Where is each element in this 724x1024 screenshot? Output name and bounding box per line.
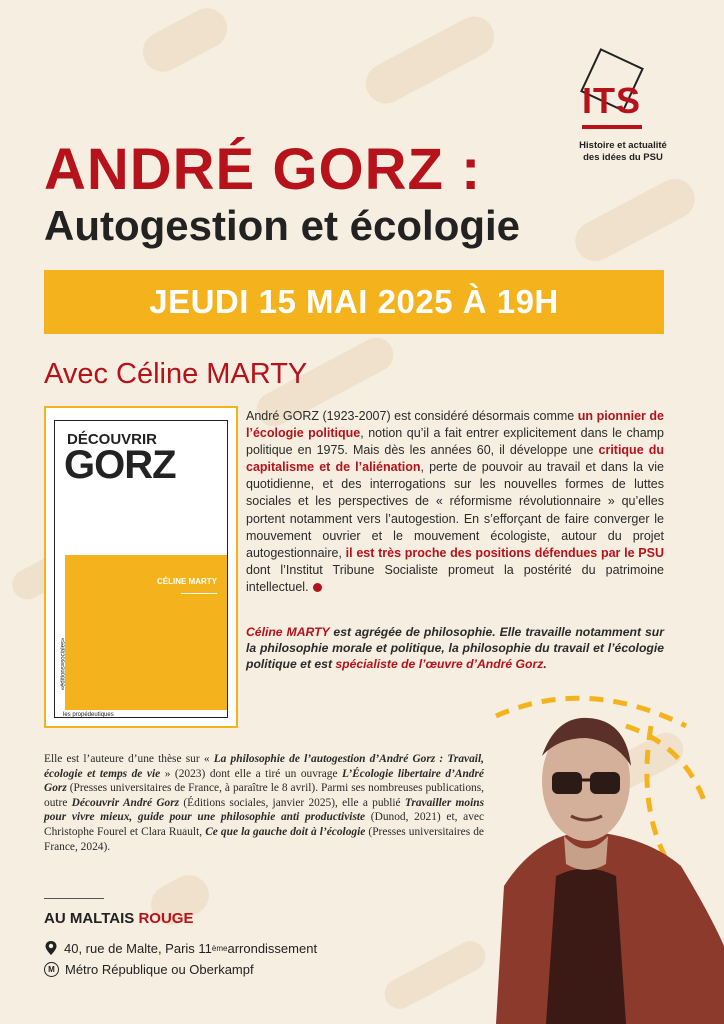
book-author: CÉLINE MARTY <box>157 577 217 586</box>
logo-text: ITS <box>582 80 642 121</box>
work-title: Découvrir André Gorz <box>71 796 180 809</box>
metro-icon: M <box>44 962 59 977</box>
description-text: dont l’Institut Tribune Socialiste promeut la postérité du patrimoine intellectuel. <box>246 562 664 594</box>
thesis-text: (Dunod, 2021) et, avec Christophe Fourel et Clara Ruault, <box>44 811 485 838</box>
book-cover-frame <box>44 406 238 728</box>
description-text: , notion qu’il a fait entrer explicitement dans le champ politique en 1975. Mais dès les années 60, il développe une <box>246 426 665 458</box>
work-title: La philosophie de l’autogestion d’André Gorz : Travail, écologie et temps de vie <box>44 753 484 780</box>
logo-subtitle-line1: Histoire et actualité <box>579 140 667 151</box>
description-paragraph <box>246 408 664 596</box>
book-title-big: GORZ <box>64 443 176 487</box>
description-highlight: critique du capitalisme et de l’aliénation <box>246 443 664 475</box>
venue-divider <box>44 898 104 899</box>
background-shape <box>359 9 501 110</box>
venue-name-accent: ROUGE <box>138 910 194 927</box>
bio-highlight: spécialiste de l’œuvre d’André Gorz <box>335 657 544 671</box>
venue-address <box>44 940 317 956</box>
work-title: Ce que la gauche doit à l’écologie <box>205 825 366 838</box>
venue-name-part: AU MALTAIS <box>44 910 139 927</box>
page-subtitle: Autogestion et écologie <box>44 202 521 249</box>
publications-paragraph <box>44 752 484 854</box>
description-highlight: un pionnier de l’écologie politique <box>246 409 665 441</box>
its-logo <box>548 52 668 172</box>
speaker-bio <box>246 624 664 672</box>
bio-text: est agrégée de philosophie. Elle travaille notamment sur la philosophie morale et politique, la philosophie du travail et l’écologie politique et est <box>246 625 664 671</box>
portrait-illustration <box>476 686 724 1024</box>
background-shape <box>136 1 234 79</box>
book-cover <box>54 420 228 718</box>
book-publisher: «éditions≡sociales» <box>60 637 67 691</box>
thesis-text: (Presses universitaires de France, 2024). <box>44 825 484 853</box>
event-date: JEUDI 15 MAI 2025 À 19H <box>149 283 559 320</box>
end-dot-icon <box>313 583 322 592</box>
thesis-text: (Éditions sociales, janvier 2025), elle a publié <box>179 796 405 809</box>
work-title: L’Écologie libertaire d’André Gorz <box>44 767 484 795</box>
venue-name <box>44 910 193 927</box>
bio-text: . <box>543 657 547 671</box>
background-shape <box>379 936 490 1014</box>
location-pin-icon <box>44 940 58 956</box>
thesis-text: » (2023) dont elle a tiré un ouvrage <box>160 767 343 780</box>
work-title: Travailler moins pour vivre mieux, guide pour une philosophie anti productiviste <box>44 796 484 824</box>
book-collection: les propédeutiques <box>63 712 114 718</box>
description-highlight: il est très proche des positions défendues par le PSU <box>345 545 664 560</box>
venue-metro <box>44 962 254 977</box>
logo-subtitle-line2: des idées du PSU <box>583 152 663 163</box>
thesis-text: Elle est l’auteure d’une thèse sur « <box>44 753 214 765</box>
speaker-heading: Avec Céline MARTY <box>44 358 308 390</box>
address-text: arrondissement <box>227 940 318 956</box>
date-banner <box>44 270 664 334</box>
logo-subtitle <box>548 140 698 164</box>
description-text: , perte de pouvoir au travail et dans la vie quotidienne, et des interrogations sur les nouvelles formes de luttes sociales et les perspectives de « réformisme révolutionnaire » qu’elles portent notamment vers l’autogestion. En s’efforçant de faire converger le mouvement ouvrier et le mouvement écologiste, autour du projet autogestionnaire, <box>246 460 664 560</box>
book-divider <box>181 593 217 594</box>
background-shape <box>568 172 702 268</box>
metro-text: Métro République ou Oberkampf <box>65 962 254 977</box>
address-superscript: ème <box>211 943 228 953</box>
thesis-text: (Presses universitaires de France, à paraître le 8 avril). Parmi ses nombreuses publications, outre <box>44 782 484 809</box>
logo-underline <box>582 125 642 129</box>
page-title: ANDRÉ GORZ : <box>44 137 482 202</box>
address-text: 40, rue de Malte, Paris 11 <box>64 940 212 956</box>
book-title-small: DÉCOUVRIR <box>67 431 158 448</box>
book-color-block <box>65 555 227 710</box>
bio-name: Céline MARTY <box>246 625 330 639</box>
description-text: André GORZ (1923-2007) est considéré désormais comme <box>246 409 578 423</box>
